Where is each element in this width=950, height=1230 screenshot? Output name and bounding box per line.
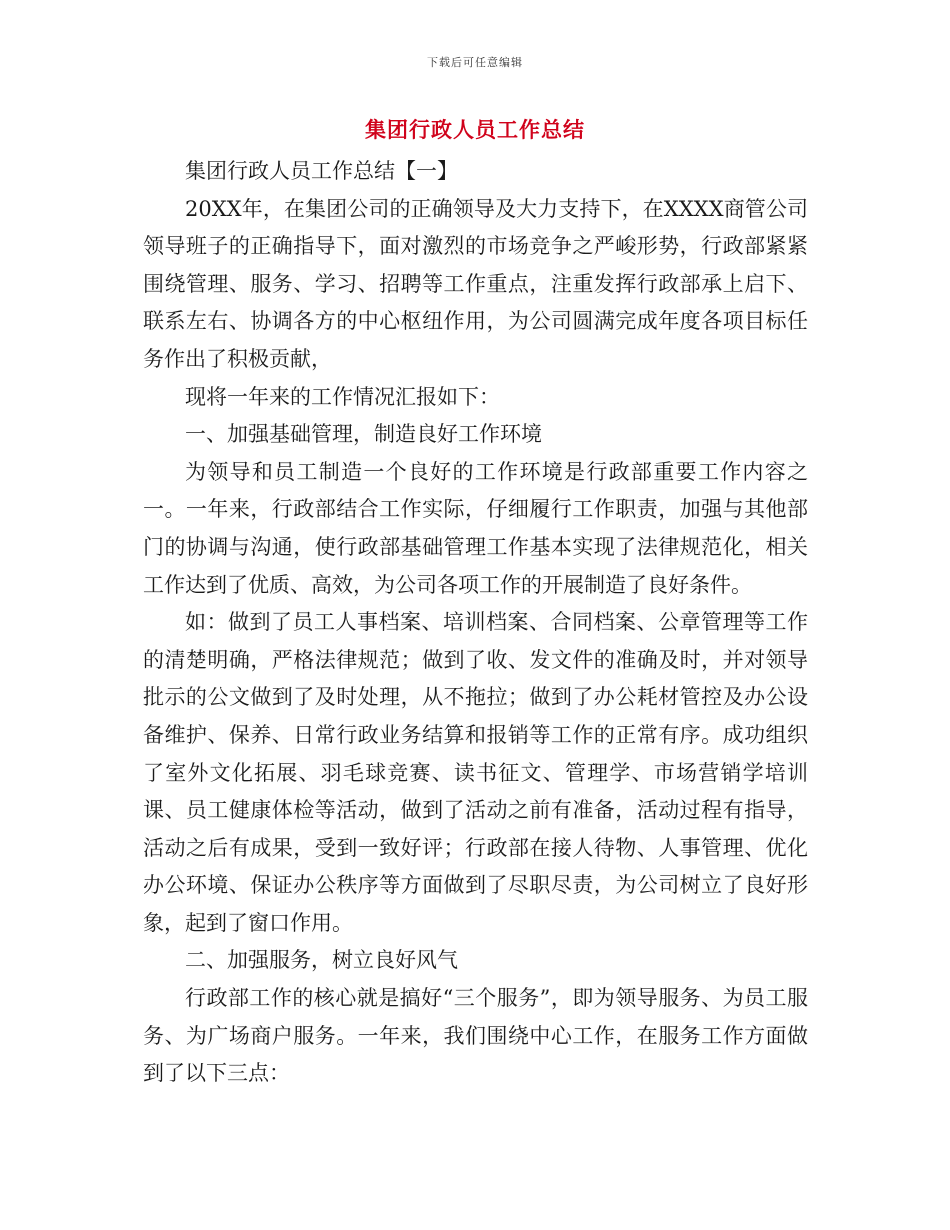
body-paragraph: 为领导和员工制造一个良好的工作环境是行政部重要工作内容之一。一年来，行政部结合工作实际，仔细履行工作职责，加强与其他部门的协调与沟通，使行政部基础管理工作基本实现了法律规范化，相关工作达到了优质、高效，为公司各项工作的开展制造了良好条件。 [143,459,808,597]
section-heading: 二、加强服务，树立良好风气 [185,948,458,973]
document-title: 集团行政人员工作总结 [365,118,585,142]
body-paragraph: 如：做到了员工人事档案、培训档案、合同档案、公章管理等工作的清楚明确，严格法律规范；做到了收、发文件的准确及时，并对领导批示的公文做到了及时处理，从不拖拉；做到了办公耗材管控及办公设备维护、保养、日常行政业务结算和报销等工作的正常有序。成功组织了室外文化拓展、羽毛球竞赛、读书征文、管理学、市场营销学培训课、员工健康体检等活动，做到了活动之前有准备，活动过程有指导，活动之后有成果，受到一致好评；行政部在接人待物、人事管理、优化办公环境、保证办公秩序等方面做到了尽职尽责，为公司树立了良好形象，起到了窗口作用。 [143,610,808,935]
header-note: 下载后可任意编辑 [427,56,523,69]
document-body [143,153,808,1093]
section-heading: 一、加强基础管理，制造良好工作环境 [185,422,542,447]
body-paragraph: 现将一年来的工作情况汇报如下： [185,384,500,409]
body-paragraph: 20XX年，在集团公司的正确领导及大力支持下，在XXXX商管公司领导班子的正确指导下，面对激烈的市场竞争之严峻形势，行政部紧紧围绕管理、服务、学习、招聘等工作重点，注重发挥行政部承上启下、联系左右、协调各方的中心枢纽作用，为公司圆满完成年度各项目标任务作出了积极贡献， [143,196,808,371]
body-paragraph: 行政部工作的核心就是搞好“三个服务”，即为领导服务、为员工服务、为广场商户服务。一年来，我们围绕中心工作，在服务工作方面做到了以下三点： [143,986,808,1086]
section-heading: 集团行政人员工作总结【一】 [185,159,458,183]
